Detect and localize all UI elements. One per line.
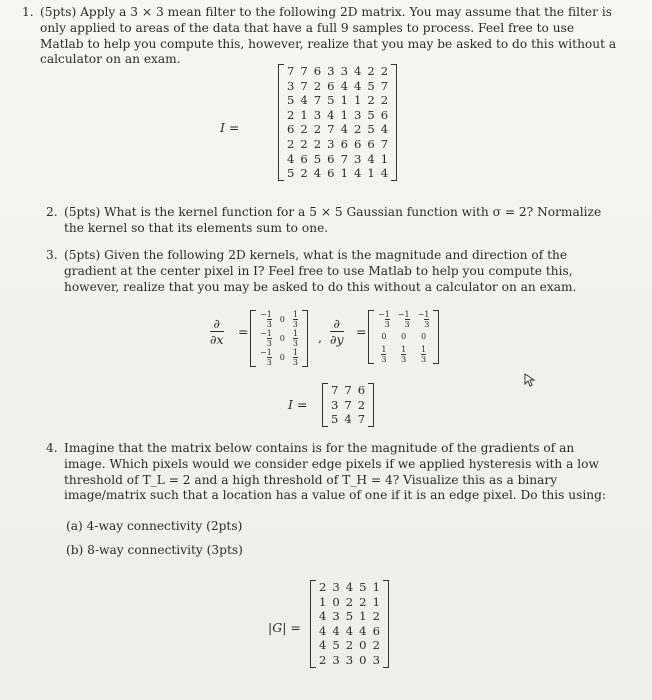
matrix-row bbox=[328, 383, 368, 398]
matrix-cell: 4 bbox=[327, 107, 335, 122]
matrix-cell: $\frac{1}{3}$ bbox=[420, 345, 427, 364]
matrix-cell: 6 bbox=[327, 78, 335, 93]
matrix-cell: $\frac{1}{3}$ bbox=[401, 345, 407, 364]
matrix-cell: 2 bbox=[372, 638, 380, 653]
matrix-row bbox=[316, 595, 383, 610]
question-3 bbox=[46, 248, 608, 295]
matrix-row bbox=[284, 108, 391, 123]
question-4-text: Imagine that the matrix below contains is for the magnitude of the gradients of an image. Which pixels would we consider edge pixels if we applied hysteresis with a low threshold of T_L = 2 and a high threshold of T_H = 4? Visualize this as a binary image/matrix such that a location has a value of one if it is an edge pixel. Do this using: bbox=[64, 441, 606, 503]
matrix-cell: 2 bbox=[357, 397, 366, 412]
matrix-cell: 4 bbox=[340, 78, 348, 93]
matrix-cell: 7 bbox=[380, 78, 389, 93]
matrix-cell: 4 bbox=[345, 623, 354, 638]
matrix-row bbox=[374, 329, 433, 345]
matrix-cell: 4 bbox=[367, 151, 375, 166]
matrix-cell: 0 bbox=[381, 332, 387, 341]
matrix-cell: 2 bbox=[313, 136, 322, 151]
matrix-row bbox=[284, 64, 391, 79]
question-2-text: (5pts) What is the kernel function for a 5 × 5 Gaussian function with σ = 2? Normalize the kernel so that its elements sum to one. bbox=[64, 205, 602, 235]
matrix-cell: 4 bbox=[300, 93, 308, 108]
matrix-cell: 6 bbox=[300, 151, 308, 166]
matrix-cell: 2 bbox=[313, 78, 322, 93]
matrix-cell: 2 bbox=[287, 136, 295, 151]
matrix-cell: 0 bbox=[420, 332, 427, 341]
question-3-matrix bbox=[288, 383, 374, 427]
matrix-cell: 7 bbox=[300, 64, 308, 78]
matrix-row bbox=[256, 348, 302, 367]
matrix-cell: 1 bbox=[359, 609, 367, 624]
matrix-cell: 4 bbox=[313, 166, 322, 181]
matrix-row bbox=[374, 345, 433, 364]
matrix-cell: 7 bbox=[327, 122, 335, 137]
matrix-cell: − $\frac{1}{3}$ bbox=[378, 310, 390, 329]
matrix-cell: 2 bbox=[367, 64, 375, 78]
matrix-cell: 3 bbox=[345, 652, 354, 667]
matrix-cell: 3 bbox=[331, 397, 339, 412]
question-4-number: 4. bbox=[46, 441, 58, 455]
question-4-matrix bbox=[268, 580, 389, 668]
matrix-cell: 3 bbox=[372, 652, 380, 667]
matrix-cell: 4 bbox=[380, 122, 389, 137]
partial-x-operator: ∂ ∂x bbox=[210, 316, 224, 347]
question-2 bbox=[46, 205, 606, 237]
matrix-row bbox=[256, 329, 302, 348]
question-2-number: 2. bbox=[46, 205, 58, 219]
kernel-y-matrix bbox=[368, 310, 439, 364]
matrix-cell: 4 bbox=[287, 151, 295, 166]
matrix-cell: 6 bbox=[380, 107, 389, 122]
matrix-row bbox=[284, 137, 391, 152]
matrix-cell: 6 bbox=[287, 122, 295, 137]
matrix-row bbox=[316, 609, 383, 624]
matrix-cell: 4 bbox=[319, 609, 327, 624]
matrix-row bbox=[284, 166, 391, 181]
matrix-cell: 1 bbox=[372, 580, 380, 594]
matrix-cell: $\frac{1}{3}$ bbox=[292, 310, 298, 329]
matrix-cell: 4 bbox=[345, 580, 354, 594]
matrix-cell: 6 bbox=[327, 151, 335, 166]
question-4-part-b: (b) 8-way connectivity (3pts) bbox=[66, 543, 243, 557]
question-4 bbox=[46, 441, 612, 504]
matrix-cell: 2 bbox=[359, 594, 367, 609]
matrix-cell: 4 bbox=[332, 623, 340, 638]
matrix-cell: 2 bbox=[345, 638, 354, 653]
question-1-text: (5pts) Apply a 3 × 3 mean filter to the following 2D matrix. You may assume that the filter is only applied to areas of the data that have a full 9 samples to process. Feel free to use Matlab to help you compute this, however, realize that you may be asked to do this without a calculator on an exam. bbox=[40, 5, 617, 67]
question-3-text: (5pts) Given the following 2D kernels, what is the magnitude and direction of the gradient at the center pixel in I? Feel free to use Matlab to help you compute this, however, realize that you may be asked to do this without a calculator on an exam. bbox=[64, 248, 577, 294]
matrix-cell: − $\frac{1}{3}$ bbox=[260, 329, 272, 348]
matrix-cell: $\frac{1}{3}$ bbox=[292, 348, 298, 367]
matrix-cell: 5 bbox=[332, 638, 340, 653]
matrix-row bbox=[284, 152, 391, 167]
matrix-cell: 3 bbox=[332, 652, 340, 667]
matrix-cell: 2 bbox=[313, 122, 322, 137]
matrix-cell: 7 bbox=[344, 383, 352, 397]
matrix-cell: 6 bbox=[327, 166, 335, 181]
mouse-cursor-icon bbox=[523, 373, 537, 387]
matrix-cell: 7 bbox=[380, 136, 389, 151]
equals-sign: = bbox=[356, 324, 367, 339]
matrix-cell: 1 bbox=[380, 151, 389, 166]
matrix-row bbox=[374, 310, 433, 329]
matrix-cell: 5 bbox=[345, 609, 354, 624]
matrix-cell: 4 bbox=[353, 166, 362, 181]
matrix-cell: 1 bbox=[340, 93, 348, 108]
matrix-cell: 5 bbox=[287, 93, 295, 108]
matrix-cell: 7 bbox=[313, 93, 322, 108]
matrix-cell: 5 bbox=[331, 412, 339, 427]
matrix-cell: 4 bbox=[319, 638, 327, 653]
question-3-matrix-label: I = bbox=[288, 397, 308, 412]
matrix-cell: 4 bbox=[344, 412, 352, 427]
matrix-cell: 3 bbox=[287, 78, 295, 93]
matrix-cell: 0 bbox=[359, 638, 367, 653]
matrix-cell: 5 bbox=[359, 580, 367, 594]
matrix-cell: 1 bbox=[353, 93, 362, 108]
matrix-cell: 3 bbox=[353, 107, 362, 122]
matrix-cell: − $\frac{1}{3}$ bbox=[397, 310, 410, 329]
matrix-cell: 5 bbox=[313, 151, 322, 166]
matrix-cell: 5 bbox=[327, 93, 335, 108]
matrix-cell: 2 bbox=[380, 64, 389, 78]
matrix-cell: 4 bbox=[380, 166, 389, 181]
matrix-cell: 2 bbox=[287, 107, 295, 122]
matrix-cell: 2 bbox=[300, 166, 308, 181]
matrix-cell: 4 bbox=[319, 623, 327, 638]
question-1-matrix-label: I = bbox=[220, 120, 240, 135]
matrix-row bbox=[316, 653, 383, 668]
question-1-number: 1. bbox=[22, 5, 34, 19]
matrix-cell: 2 bbox=[345, 594, 354, 609]
matrix-cell: 6 bbox=[357, 383, 366, 397]
comma: , bbox=[318, 330, 322, 345]
matrix-row bbox=[328, 412, 368, 427]
matrix-row bbox=[316, 638, 383, 653]
matrix-cell: $\frac{1}{3}$ bbox=[292, 329, 298, 348]
matrix-cell: 2 bbox=[380, 93, 389, 108]
matrix-cell: 5 bbox=[367, 78, 375, 93]
matrix-cell: 4 bbox=[353, 78, 362, 93]
matrix-cell: 0 bbox=[279, 314, 285, 324]
matrix-cell: − $\frac{1}{3}$ bbox=[260, 310, 272, 329]
matrix-row bbox=[328, 398, 368, 413]
matrix-row bbox=[284, 93, 391, 108]
matrix-cell: 5 bbox=[287, 166, 295, 181]
matrix-cell: 7 bbox=[344, 397, 352, 412]
matrix-cell: 1 bbox=[319, 594, 327, 609]
matrix-cell: 2 bbox=[353, 122, 362, 137]
matrix-cell: 3 bbox=[327, 64, 335, 78]
matrix-cell: 7 bbox=[340, 151, 348, 166]
matrix-cell: 1 bbox=[340, 107, 348, 122]
question-1-matrix-table bbox=[284, 64, 391, 181]
matrix-cell: 6 bbox=[367, 136, 375, 151]
matrix-cell: 1 bbox=[367, 166, 375, 181]
matrix-cell: 2 bbox=[300, 122, 308, 137]
matrix-cell: 1 bbox=[340, 166, 348, 181]
matrix-cell: 0 bbox=[332, 594, 340, 609]
partial-y-operator: ∂ ∂y bbox=[330, 316, 344, 347]
matrix-cell: 1 bbox=[300, 107, 308, 122]
matrix-cell: 6 bbox=[313, 64, 322, 78]
matrix-cell: 3 bbox=[332, 609, 340, 624]
equals-sign: = bbox=[238, 324, 249, 339]
matrix-cell: 6 bbox=[372, 623, 380, 638]
matrix-cell: 6 bbox=[340, 136, 348, 151]
matrix-cell: 3 bbox=[340, 64, 348, 78]
matrix-cell: 2 bbox=[367, 93, 375, 108]
matrix-cell: 2 bbox=[300, 136, 308, 151]
matrix-cell: 6 bbox=[353, 136, 362, 151]
matrix-cell: 7 bbox=[357, 412, 366, 427]
matrix-cell: 0 bbox=[279, 352, 285, 362]
matrix-cell: 1 bbox=[372, 594, 380, 609]
matrix-cell: 4 bbox=[359, 623, 367, 638]
matrix-cell: 3 bbox=[353, 151, 362, 166]
matrix-cell: − $\frac{1}{3}$ bbox=[417, 310, 430, 329]
matrix-cell: 3 bbox=[313, 107, 322, 122]
matrix-cell: 0 bbox=[401, 332, 407, 341]
matrix-cell: 2 bbox=[319, 652, 327, 667]
matrix-cell: $\frac{1}{3}$ bbox=[381, 345, 387, 364]
matrix-cell: 5 bbox=[367, 122, 375, 137]
kernel-x-matrix bbox=[250, 310, 308, 367]
matrix-row bbox=[284, 122, 391, 137]
question-4-matrix-label: |G| = bbox=[268, 620, 301, 635]
matrix-cell: 2 bbox=[319, 580, 327, 594]
matrix-row bbox=[316, 624, 383, 639]
matrix-cell: 3 bbox=[332, 580, 340, 594]
matrix-cell: 4 bbox=[353, 64, 362, 78]
matrix-cell: 7 bbox=[331, 383, 339, 397]
matrix-cell: 7 bbox=[287, 64, 295, 78]
matrix-cell: 3 bbox=[327, 136, 335, 151]
matrix-cell: 5 bbox=[367, 107, 375, 122]
matrix-row bbox=[316, 580, 383, 595]
matrix-cell: 4 bbox=[340, 122, 348, 137]
matrix-row bbox=[284, 79, 391, 94]
question-3-number: 3. bbox=[46, 248, 58, 262]
matrix-cell: − $\frac{1}{3}$ bbox=[260, 348, 272, 367]
matrix-row bbox=[256, 310, 302, 329]
matrix-cell: 0 bbox=[359, 652, 367, 667]
matrix-cell: 2 bbox=[372, 609, 380, 624]
matrix-cell: 7 bbox=[300, 78, 308, 93]
matrix-cell: 0 bbox=[279, 333, 285, 343]
question-4-part-a: (a) 4-way connectivity (2pts) bbox=[66, 519, 243, 533]
question-1-matrix bbox=[220, 64, 397, 181]
question-1 bbox=[22, 5, 620, 68]
